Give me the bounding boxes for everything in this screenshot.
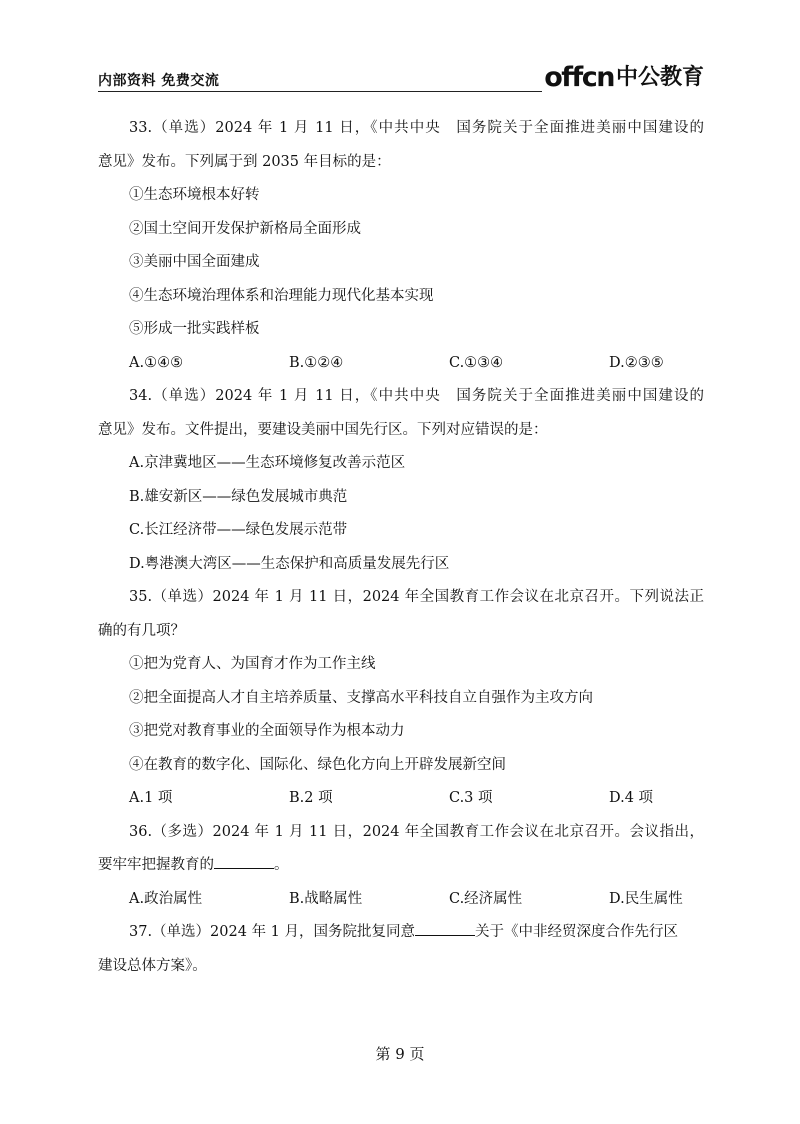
q33-option-a: A.①④⑤ (129, 354, 184, 371)
q35-stem-line1: 35.（单选）2024 年 1 月 11 日，2024 年全国教育工作会议在北京召开。下列说法正 (129, 589, 704, 605)
q37-stem-line2: 建设总体方案》。 (98, 957, 207, 974)
q34-stem-line2: 意见》发布。文件提出，要建设美丽中国先行区。下列对应错误的是： (98, 421, 548, 438)
q35-option-c: C.3 项 (449, 790, 493, 806)
q33-option-c: C.①③④ (449, 354, 504, 371)
q37-stem-text: 37.（单选）2024 年 1 月，国务院批复同意 (129, 924, 416, 940)
q36-option-c: C.经济属性 (449, 890, 523, 907)
q36-stem-end: 。 (274, 857, 289, 873)
q36-stem-line1: 36.（多选）2024 年 1 月 11 日，2024 年全国教育工作会议在北京召开。会议指出， (129, 823, 704, 840)
q37-stem-line1 (98, 916, 704, 950)
page-header (98, 62, 704, 92)
q35-item-3: ③把党对教育事业的全面领导作为根本动力 (129, 723, 405, 739)
q36-answer-blank (214, 854, 274, 869)
header-note: 内部资料 免费交流 (98, 73, 220, 89)
q34-stem-line1: 34.（单选）2024 年 1 月 11 日，《中共中央 国务院关于全面推进美丽中国建设的 (129, 388, 704, 404)
q34-option-c: C.长江经济带——绿色发展示范带 (129, 522, 348, 538)
header-rule (98, 91, 542, 92)
q33-stem-line2: 意见》发布。下列属于到 2035 年目标的是： (98, 153, 391, 170)
q36-option-b: B.战略属性 (289, 890, 363, 907)
q33-item-1: ①生态环境根本好转 (129, 187, 260, 203)
q35-item-1: ①把为党育人、为国育才作为工作主线 (129, 656, 376, 672)
q33-option-b: B.①②④ (289, 354, 344, 371)
q35-item-2: ②把全面提高人才自主培养质量、支撑高水平科技自立自强作为主攻方向 (129, 689, 593, 706)
q33-item-5: ⑤形成一批实践样板 (129, 321, 260, 337)
q36-options (98, 883, 704, 917)
q36-option-a: A.政治属性 (129, 890, 203, 907)
q35-item-4: ④在教育的数字化、国际化、绿色化方向上开辟发展新空间 (129, 756, 506, 773)
q33-option-d: D.②③⑤ (609, 354, 664, 371)
q37-answer-blank (415, 921, 475, 936)
question-content (98, 112, 704, 983)
q35-option-b: B.2 项 (289, 790, 333, 806)
q33-item-4: ④生态环境治理体系和治理能力现代化基本实现 (129, 287, 434, 304)
q33-stem-line1: 33.（单选）2024 年 1 月 11 日，《中共中央 国务院关于全面推进美丽中国建设的 (129, 120, 704, 136)
q36-option-d: D.民生属性 (609, 890, 683, 907)
q34-option-a: A.京津冀地区——生态环境修复改善示范区 (129, 455, 406, 471)
q33-item-2: ②国土空间开发保护新格局全面形成 (129, 220, 361, 237)
q37-stem-text-cont: 关于《中非经贸深度合作先行区 (475, 924, 679, 940)
q33-options (98, 347, 704, 381)
q35-option-d: D.4 项 (609, 790, 654, 806)
q34-option-d: D.粤港澳大湾区——生态保护和高质量发展先行区 (129, 555, 450, 572)
q35-options (98, 782, 704, 816)
q35-stem-line2: 确的有几项？ (98, 622, 185, 639)
offcn-logo (544, 62, 704, 92)
logo-text-en: offcn (544, 62, 614, 93)
q34-option-b: B.雄安新区——绿色发展城市典范 (129, 488, 348, 505)
q36-stem-text: 要牢牢把握教育的 (98, 857, 214, 873)
q36-stem-line2 (98, 849, 704, 883)
q33-item-3: ③美丽中国全面建成 (129, 254, 260, 270)
q35-option-a: A.1 项 (129, 790, 173, 806)
page-number: 第 9 页 (375, 1045, 425, 1063)
logo-text-cn: 中公教育 (615, 65, 704, 90)
